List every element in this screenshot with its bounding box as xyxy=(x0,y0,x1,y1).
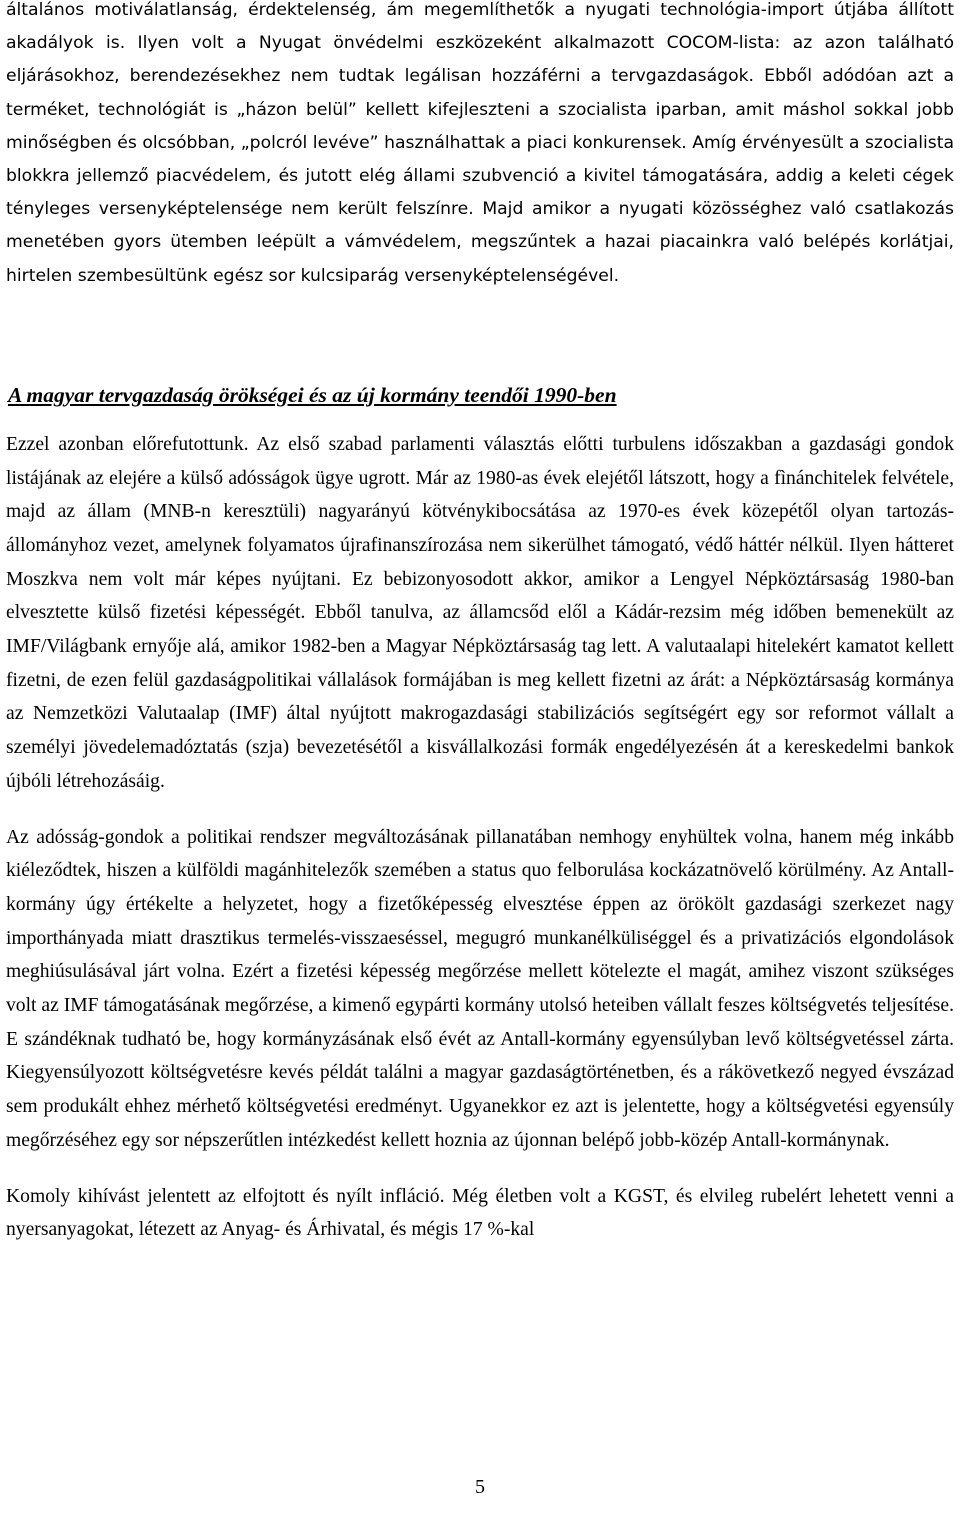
paragraph-3: Komoly kihívást jelentett az elfojtott és nyílt infláció. Még életben volt a KGST, és elvileg rubelért lehetett venni a nyersanyagokat, létezett az Anyag- és Árhivatal, és mégis 17 %-kal xyxy=(6,1185,954,1241)
paragraph-2: Az adósság-gondok a politikai rendszer megváltozásának pillanatában nemhogy enyhültek volna, hanem még inkább kiéleződtek, hiszen a külföldi magánhitelezők szemében a status quo felborulása kockázatnövelő körülmény. Az Antall-kormány úgy értékelte a helyzetet, hogy a fizetőképesség elvesztése éppen az örökölt gazdasági szerkezet nagy importhányada miatt drasztikus termelés-visszaeséssel, megugró munkanélküliséggel és a privatizációs elgondolások meghiúsulásával járt volna. Ezért a fizetési képesség megőrzése mellett kötelezte el magát, amihez viszont szükséges volt az IMF támogatásának megőrzése, a kimenő egypárti kormány utolsó heteiben vállalt feszes költségvetés teljesítése. E szándéknak tudható be, hogy kormányzásának első évét az Antall-kormány egyensúlyban levő költségvetéssel zárta. Kiegyensúlyozott költségvetésre kevés példát találni a magyar gazdaságtörténetben, és a rákövetkező negyed évszázad sem produkált ehhez mérhető költségvetési eredményt. Ugyanekkor ez azt is jelentette, hogy a költségvetési egyensúly megőrzéséhez egy sor népszerűtlen intézkedést kellett hoznia az újonnan belépő jobb-közép Antall-kormánynak. xyxy=(6,826,954,1151)
page-number: 5 xyxy=(475,1476,485,1498)
document-page xyxy=(6,0,954,1247)
intro-paragraph: általános motiválatlanság, érdektelenség, ám megemlíthetők a nyugati technológia-import útjába állított akadályok is. Ilyen volt a Nyugat önvédelmi eszközeként alkalmazott COCOM-lista: az azon található eljárásokhoz, berendezésekhez nem tudtak legálisan hozzáférni a tervgazdaságok. Ebből adódóan azt a terméket, technológiát is „házon belül” kellett kifejleszteni a szocialista iparban, amit máshol sokkal jobb minőségben és olcsóbban, „polcról levéve” használhattak a piaci konkurensek. Amíg érvényesült a szocialista blokkra jellemző piacvédelem, és jutott elég állami szubvenció a kivitel támogatására, addig a keleti cégek tényleges versenyképtelensége nem került felszínre. Majd amikor a nyugati közösséghez való csatlakozás menetében gyors ütemben leépült a vámvédelem, megszűntek a hazai piacainkra való belépés korlátjai, hirtelen szembesültünk egész sor kulcsiparág versenyképtelenségével. xyxy=(6,0,954,286)
paragraph-1: Ezzel azonban előrefutottunk. Az első szabad parlamenti választás előtti turbulens időszakban a gazdasági gondok listájának az elejére a külső adósságok ügye ugrott. Már az 1980-as évek elejétől látszott, hogy a fìnánchitelek felvétele, majd az állam (MNB-n keresztüli) nagyarányú kötvénykibocsátása az 1970-es évek közepétől olyan tartozás-állományhoz vezet, amelynek folyamatos újrafinanszírozása nem sikerülhet támogató, védő háttér nélkül. Ilyen hátteret Moszkva nem volt már képes nyújtani. Ez bebizonyosodott akkor, amikor a Lengyel Népköztársaság 1980-ban elvesztette külső fizetési képességét. Ebből tanulva, az államcsőd elől a Kádár-rezsim még időben bemenekült az IMF/Világbank ernyője alá, amikor 1982-ben a Magyar Népköztársaság tag lett. A valutaalapi hitelekért kamatot kellett fizetni, de ezen felül gazdaságpolitikai vállalások formájában is meg kellett fizetni az árát: a Népköztársaság kormánya az Nemzetközi Valutaalap (IMF) által nyújtott makrogazdasági stabilizációs segítségért egy sor reformot vállalt a személyi jövedelemadóztatás (szja) bevezetésétől a kisvállalkozási formák engedélyezésén át a kereskedelmi bankok újbóli létrehozásáig. xyxy=(6,433,954,792)
section-heading: A magyar tervgazdaság örökségei és az új kormány teendői 1990-ben xyxy=(8,382,617,407)
